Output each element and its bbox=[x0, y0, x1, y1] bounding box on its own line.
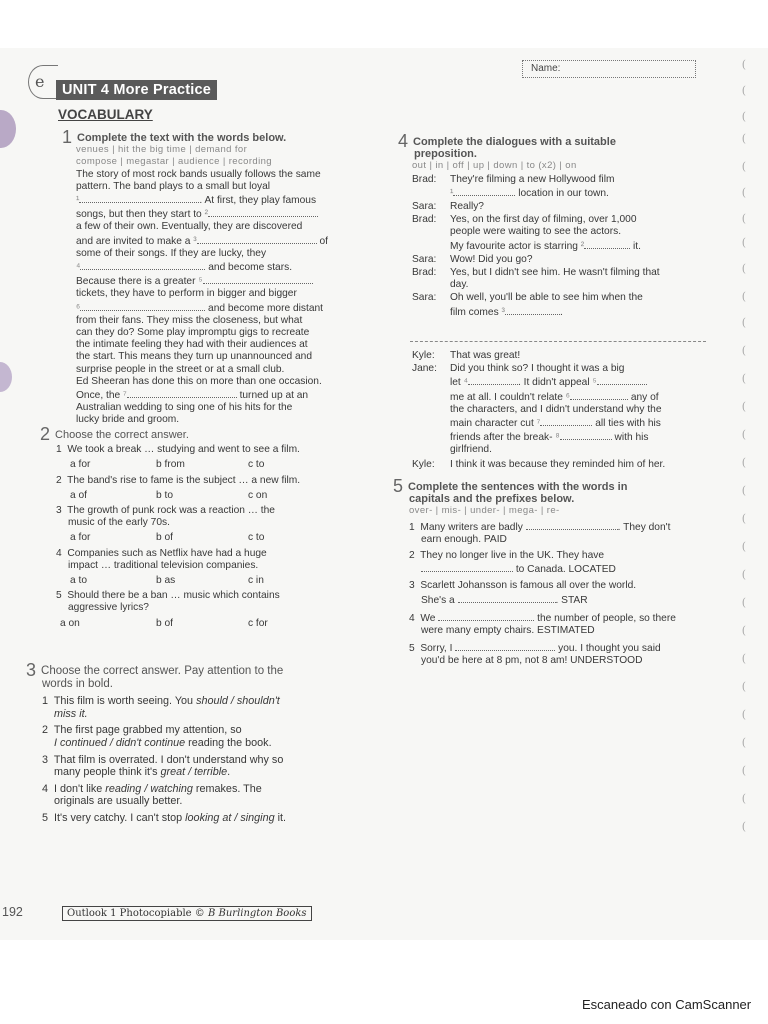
answer-blank[interactable] bbox=[526, 520, 618, 530]
exercise-3-heading: 3 Choose the correct answer. Pay attention to the bbox=[26, 660, 284, 680]
dialogue-1: Brad: They're filming a new Hollywood film ¹ location in our town. Sara: Really? Brad: Yes, on the first day of filming, over 1,000 people were waiting to see the actors. My favourite actor is starring ² it. Sara: Wow! Did you go? Brad: Yes, but I didn't see him. He wasn't filming that day. Sara: Oh well, you'll be able to see him when the film comes ³ . bbox=[412, 173, 660, 318]
choice-pair[interactable]: I continued / didn't continue bbox=[54, 736, 186, 749]
exercise-4-heading: 4 Complete the dialogues with a suitable bbox=[398, 131, 616, 151]
answer-blank[interactable] bbox=[79, 193, 199, 203]
exercise-2-heading: 2 Choose the correct answer. bbox=[40, 424, 189, 444]
question-item: 2 The first page grabbed my attention, so bbox=[42, 724, 242, 737]
question-item: 1 This film is worth seeing. You should / shouldn't bbox=[42, 695, 280, 708]
option-a[interactable]: a for bbox=[70, 459, 91, 471]
exercise-5: 5 Complete the sentences with the words in capitals and the prefixes below. over- | mis- | under- | mega- | re- 1 Many writers are badly . They don't earn enough. PAID 2 They no longer live in the UK. They have to Canada. LOCATED 3 Scarlett Johansson is famous all over the world. She's a . STAR 4 We the number of people, so there were many empty chairs. ESTIMATED 5 Sorry, I you. I thought you said you'd be here at 8 pm, not 8 am! UNDERSTOOD bbox=[393, 480, 711, 668]
answer-blank[interactable] bbox=[208, 207, 318, 217]
exercise-1-text: The story of most rock bands usually follows the same pattern. The band plays to a small but loyal ¹ . At first, they play famous songs, but then they start to ² a few of their own. Eventually, they are discovered and are invited to make a ³ of some of their songs. If they are lucky, they ⁴ and become stars. Because there is a greater ⁵ tickets, they have to perform in bigger and bigger ⁶ and become more distant from their fans. They miss the closeness, but what can they do? Some play impromptu gigs to recreate the intimate feeling they had with their audiences at the start. This means they turn up unannounced and surprise people in the street or at a small club. Ed Sheeran has done this on more than one occasion. Once, the ⁷ turned up at an Australian wedding to sing one of his hits for the lucky bride and groom. bbox=[76, 168, 328, 426]
exercise-1 bbox=[62, 127, 362, 427]
exercise-2: 2 Choose the correct answer. 1 We took a break … studying and went to see a film. a for b from c to 2 The band's rise to fame is the subject … a new film. a of b to c on 3 The growth of punk rock was a reaction … the music of the early 70s. a for b of c to 4 Companies such as Netflix have had a huge impact … traditional television companies. a to b as c in 5 Should there be a ban … music which contains aggressive lyrics? a on b of c for bbox=[40, 428, 370, 630]
answer-blank[interactable] bbox=[458, 593, 556, 603]
scanner-watermark: Escaneado con CamScanner bbox=[582, 997, 752, 1012]
word-bank: venues | hit the big time | demand for bbox=[76, 144, 248, 156]
copyright-notice: Outlook 1 Photocopiable © B Burlington Books bbox=[62, 906, 312, 921]
exercise-1-heading: 1 Complete the text with the words below. bbox=[62, 127, 287, 147]
dialogue-2: Kyle: That was great! Jane: Did you think so? I thought it was a big let ⁴ . It didn't appeal ⁵ me at all. I couldn't relate ⁶ any of the characters, and I didn't understand why the main character cut ⁷ all ties with his friends after the break- ⁸ with his girlfriend. Kyle: I think it was because they reminded him of her. bbox=[412, 350, 666, 470]
option-a[interactable]: a of bbox=[70, 489, 87, 501]
answer-blank[interactable] bbox=[597, 375, 647, 385]
answer-blank[interactable] bbox=[584, 239, 630, 249]
choice-pair[interactable]: great / terrible bbox=[160, 766, 228, 779]
answer-blank[interactable] bbox=[203, 274, 313, 284]
answer-blank[interactable] bbox=[540, 416, 592, 426]
option-b[interactable]: b to bbox=[156, 489, 173, 501]
answer-blank[interactable] bbox=[505, 305, 560, 315]
option-a[interactable]: a on bbox=[60, 617, 80, 629]
question-item: 5 Sorry, I you. I thought you said bbox=[409, 643, 661, 655]
answer-blank[interactable] bbox=[468, 375, 518, 385]
dialogue-divider bbox=[410, 341, 706, 342]
section-heading: VOCABULARY bbox=[58, 107, 153, 122]
option-c[interactable]: c in bbox=[248, 575, 264, 587]
answer-blank[interactable] bbox=[127, 388, 237, 398]
option-a[interactable]: a for bbox=[70, 532, 91, 544]
name-field[interactable]: Name: bbox=[522, 60, 696, 78]
question-item: 3 The growth of punk rock was a reaction … the bbox=[56, 505, 275, 517]
question-item: 3 That film is overrated. I don't understand why so bbox=[42, 753, 284, 766]
question-item: 2 The band's rise to fame is the subject … a new film. bbox=[56, 474, 301, 486]
choice-pair[interactable]: looking at / singing bbox=[185, 811, 275, 824]
exercise-4: 4 Complete the dialogues with a suitable preposition. out | in | off | up | down | to (x2) | on Brad: They're filming a new Hollywood film ¹ location in our town. Sara: Really? Brad: Yes, on the first day of filming, over 1,000 people were waiting to see the actors. My favourite actor is starring ² it. Sara: Wow! Did you go? Brad: Yes, but I didn't see him. He wasn't filming that day. Sara: Oh well, you'll be able to see him when the film comes ³ . bbox=[398, 135, 710, 319]
exercise-3: 3 Choose the correct answer. Pay attention to the words in bold. 1 This film is worth seeing. You should / shouldn't miss it. 2 The first page grabbed my attention, so I continued / didn't continue reading the book. 3 That film is overrated. I don't understand why so many people think it's great / terrible. 4 I don't like reading / watching remakes. The originals are usually better. 5 It's very catchy. I can't stop looking at / singing it. bbox=[26, 664, 356, 825]
question-item: 4 Companies such as Netflix have had a huge bbox=[56, 547, 267, 559]
option-a[interactable]: a to bbox=[70, 575, 87, 587]
option-c[interactable]: c to bbox=[248, 532, 265, 544]
word-bank: compose | megastar | audience | recording bbox=[76, 156, 272, 168]
answer-blank[interactable] bbox=[421, 562, 513, 572]
answer-blank[interactable] bbox=[455, 641, 555, 651]
answer-blank[interactable] bbox=[438, 611, 534, 621]
option-b[interactable]: b of bbox=[156, 617, 173, 629]
option-b[interactable]: b as bbox=[156, 575, 176, 587]
option-b[interactable]: b from bbox=[156, 459, 185, 471]
question-item: 4 I don't like reading / watching remakes. The bbox=[42, 782, 262, 795]
answer-blank[interactable] bbox=[80, 260, 205, 270]
answer-blank[interactable] bbox=[80, 301, 205, 311]
option-c[interactable]: c for bbox=[248, 617, 268, 629]
question-item: 1 We took a break … studying and went to see a film. bbox=[56, 444, 300, 456]
publisher-logo: e bbox=[28, 65, 58, 99]
option-c[interactable]: c to bbox=[248, 459, 265, 471]
exercise-5-heading: 5 Complete the sentences with the words in bbox=[393, 476, 628, 496]
option-c[interactable]: c on bbox=[248, 489, 268, 501]
answer-blank[interactable] bbox=[197, 234, 317, 244]
answer-blank[interactable] bbox=[453, 186, 515, 196]
answer-blank[interactable] bbox=[560, 430, 612, 440]
question-item: 5 Should there be a ban … music which contains bbox=[56, 590, 280, 602]
choice-pair[interactable]: should / shouldn't bbox=[196, 695, 280, 708]
question-item: 4 We the number of people, so there bbox=[409, 612, 676, 624]
answer-blank[interactable] bbox=[570, 390, 628, 400]
choice-pair[interactable]: reading / watching bbox=[105, 782, 193, 795]
page-number: 192 bbox=[2, 905, 23, 919]
question-item: 5 It's very catchy. I can't stop looking at / singing it. bbox=[42, 811, 286, 824]
unit-title-banner: UNIT 4 More Practice bbox=[56, 80, 217, 100]
word-bank: over- | mis- | under- | mega- | re- bbox=[409, 505, 560, 517]
question-item: 1 Many writers are badly . They don't bbox=[409, 521, 671, 533]
word-bank: out | in | off | up | down | to (x2) | on bbox=[412, 160, 577, 172]
question-item: 3 Scarlett Johansson is famous all over the world. bbox=[409, 580, 637, 592]
question-item: 2 They no longer live in the UK. They have bbox=[409, 550, 605, 562]
option-b[interactable]: b of bbox=[156, 532, 173, 544]
